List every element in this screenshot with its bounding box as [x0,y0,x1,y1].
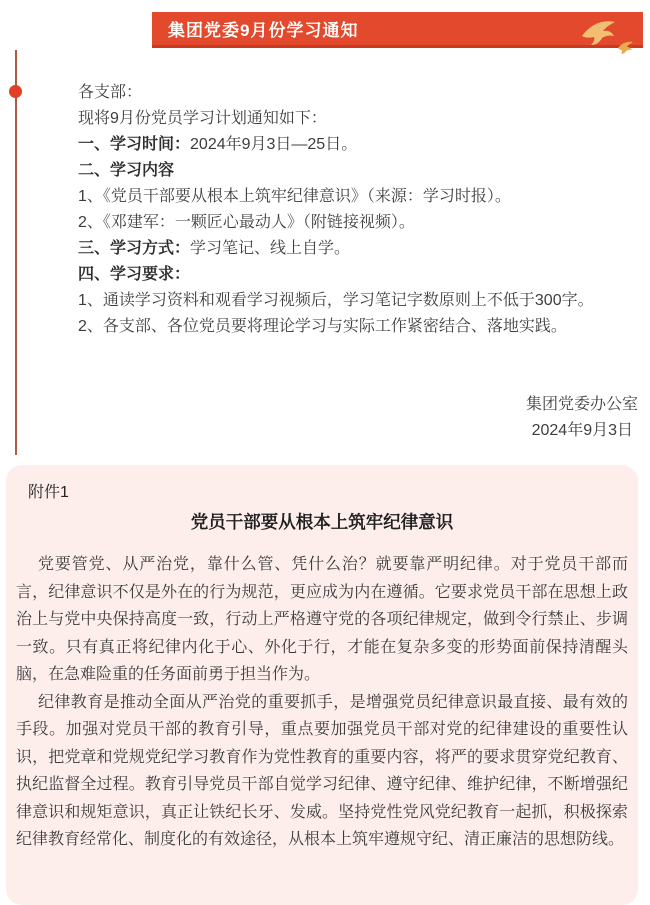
signature-org: 集团党委办公室 [525,396,638,413]
attachment-card [6,465,638,905]
notice-content-item-1: 1、《党员干部要从根本上筑牢纪律意识》（来源：学习时报）。 [78,188,511,205]
attachment-label: 附件1 [28,484,69,501]
timeline-line [15,50,17,455]
notice-content-item-2: 2、《邓建军：一颗匠心最动人》（附链接视频）。 [78,214,415,231]
attachment-paragraph-2: 纪律教育是推动全面从严治党的重要抓手，是增强党员纪律意识最直接、最有效的手段。加强对党员干部的教育引导，重点要加强党员干部对党的纪律建设的重要性认识，把党章和党规党纪学习教育作为党性教育的重要内容，将严的要求贯穿党纪教育、执纪监督全过程。教育引导党员干部自觉学习纪律、遵守纪律、维护纪律，不断增强纪律意识和规矩意识，真正让铁纪长牙、发威。坚持党性党风党纪教育一起抓，积极探索纪律教育经常化、制度化的有效途径，从根本上筑牢遵规守纪、清正廉洁的思想防线。 [16,693,628,848]
notice-section-requirements: 四、学习要求： [78,266,191,283]
notice-intro: 现将9月份党员学习计划通知如下： [78,110,327,127]
attachment-body [16,551,628,854]
notice-title-banner [152,12,643,48]
notice-section-time: 一、学习时间：2024年9月3日—25日。 [78,136,358,153]
notice-requirement-item-2: 2、各支部、各位党员要将理论学习与实际工作紧密结合、落地实践。 [78,318,567,335]
notice-section-content: 二、学习内容 [78,162,175,179]
doves-icon [580,16,638,56]
notice-requirement-item-1: 1、通读学习资料和观看学习视频后，学习笔记字数原则上不低于300字。 [78,292,594,309]
signature-block [78,392,638,444]
notice-section-method: 三、学习方式：学习笔记、线上自学。 [78,240,351,257]
signature-date: 2024年9月3日 [531,422,633,439]
notice-salutation: 各支部： [78,84,143,101]
timeline-dot-icon [9,85,22,98]
attachment-paragraph-1: 党要管党、从严治党，靠什么管、凭什么治？就要靠严明纪律。对于党员干部而言，纪律意识不仅是外在的行为规范，更应成为内在遵循。它要求党员干部在思想上政治上与党中央保持高度一致，行动上严格遵守党的各项纪律规定，做到令行禁止、步调一致。只有真正将纪律内化于心、外化于行，才能在复杂多变的形势面前保持清醒头脑，在急难险重的任务面前勇于担当作为。 [16,556,628,683]
page-title: 集团党委9月份学习通知 [168,21,359,40]
attachment-title: 党员干部要从根本上筑牢纪律意识 [190,512,454,532]
notice-body [78,80,638,444]
